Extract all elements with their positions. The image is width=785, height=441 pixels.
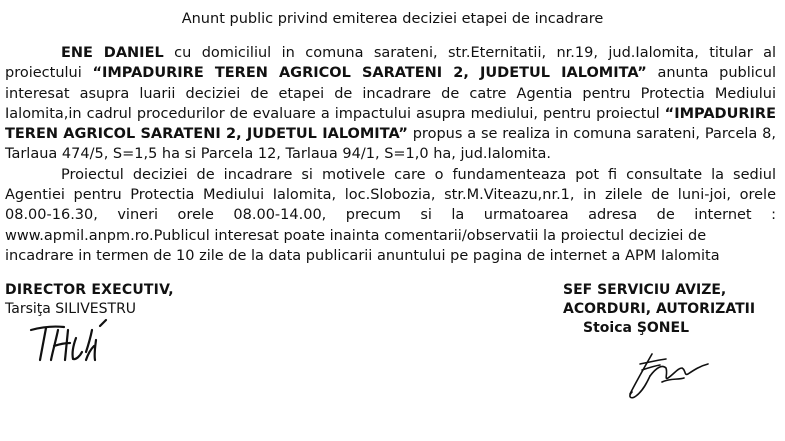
paragraph-consultation [5, 165, 776, 246]
signature-right-handwritten [622, 342, 718, 402]
applicant-name: ENE DANIEL [61, 45, 164, 61]
signatory-right-block [563, 281, 755, 338]
paragraph-text-b: anunta publicul interesat asupra luarii deciziei de etapei de incadrare de catre Agentia pentru Protectia Mediului Ialomita,in cadrul procedurilor de evaluare a impactului asupra mediului, pentru proiectul [5, 65, 776, 122]
consultation-text: Proiectul deciziei de incadrare si motivele care o fundamenteaza pot fi consultate la sediul Agentiei pentru Protectia Mediului Ialomita, loc.Slobozia, str.M.Viteazu,nr.1, in zilele de luni-joi, orele 08.00-16.30, vineri orele 08.00-14.00, precum si la urmatoarea adresa de internet : www.apmil.anpm.ro.Publicul interesat poate inainta comentarii/observatii la proiectul deciziei de [5, 166, 776, 244]
signatory-left-block [5, 281, 174, 319]
signatory-left-role: DIRECTOR EXECUTIV, [5, 282, 174, 298]
project-name-second: “IMPADURIRE TEREN AGRICOL SARATENI 2, JUDETUL IALOMITA” [5, 105, 776, 143]
signatory-right-name: Stoica ŞONEL [583, 320, 689, 336]
signature-left-handwritten [26, 316, 130, 366]
paragraph-text-c: propus a se realiza in comuna sarateni, Parcela 8, Tarlaua 474/5, S=1,5 ha si Parcela 12, Tarlaua 94/1, S=1,0 ha, jud.Ialomita. [5, 126, 776, 163]
paragraph-text-a: cu domiciliul in comuna sarateni, str.Eternitatii, nr.19, jud.Ialomita, titular al proiectului [5, 45, 776, 82]
consultation-last-line: incadrare in termen de 10 zile de la data publicarii anuntului pe pagina de internet a APM Ialomita [5, 247, 720, 264]
project-name-first: “IMPADURIRE TEREN AGRICOL SARATENI 2, JUDETUL IALOMITA” [92, 65, 647, 82]
signatory-right-role-line2: ACORDURI, AUTORIZATII [563, 301, 756, 317]
document-body [5, 43, 776, 266]
signatory-right-role-line1: SEF SERVICIU AVIZE, [563, 282, 727, 298]
document-title: Anunt public privind emiterea deciziei etapei de incadrare [181, 11, 604, 27]
signatory-left-name: Tarsiţa SILIVESTRU [5, 301, 137, 317]
paragraph-announcement [5, 43, 776, 165]
